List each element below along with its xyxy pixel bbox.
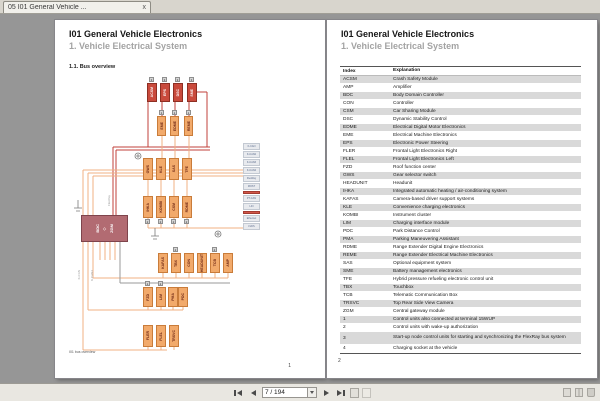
section-heading: 1.1. Bus overview <box>69 64 116 70</box>
page-subtitle: 1. Vehicle Electrical System <box>341 41 460 51</box>
table-row <box>340 260 581 268</box>
index-cell: KLE <box>343 205 353 210</box>
next-page-icon <box>324 390 329 396</box>
bus-line-label: FlexRay <box>107 195 111 207</box>
footnote-marker: 1 <box>187 110 190 115</box>
tab-title: 05 I01 General Vehicle ... <box>8 4 87 11</box>
bus-node <box>169 325 179 347</box>
index-cell: 1 <box>343 317 346 322</box>
table-row <box>340 300 581 308</box>
page-dropdown-button[interactable] <box>308 387 317 398</box>
footnote-marker: 2 <box>159 281 162 286</box>
bus-node-label: RDME <box>185 201 189 213</box>
table-header-row <box>340 67 581 76</box>
index-cell: FZD <box>343 165 353 170</box>
explanation-cell: Frontal Light Electronics Left <box>393 156 454 162</box>
bus-node-label: GWS <box>146 164 150 174</box>
bus-node-label: PDC <box>181 293 185 301</box>
bus-node <box>184 253 194 273</box>
explanation-cell: Hybrid pressure refueling electronic control unit <box>393 276 494 282</box>
explanation-cell: Telematic Communication Box <box>393 292 458 298</box>
legend-item: K-CAN4 <box>243 167 260 174</box>
page-navigation <box>232 386 371 399</box>
document-viewport[interactable] <box>0 14 600 383</box>
last-page-button[interactable] <box>335 387 347 398</box>
index-cell: 3 <box>343 335 346 341</box>
explanation-cell: Range Extender Digital Engine Electronics <box>393 244 484 250</box>
legend-item: LIN <box>243 203 260 210</box>
bus-node-label: KLE <box>159 165 163 173</box>
index-cell: FLEL <box>343 157 355 162</box>
explanation-cell: Frontal Light Electronics Right <box>393 148 457 154</box>
page-title: I01 General Vehicle Electronics <box>69 29 203 39</box>
explanation-cell: Instrument cluster <box>393 212 432 218</box>
bus-node-label: EME <box>159 122 164 130</box>
index-cell: PMA <box>343 237 354 242</box>
table-row <box>340 228 581 236</box>
table-row <box>340 204 581 212</box>
table-row <box>340 76 581 84</box>
bus-node-label: SME <box>190 88 194 97</box>
bus-node <box>156 158 166 180</box>
index-cell: SAS <box>343 261 353 266</box>
bus-node <box>170 116 179 136</box>
explanation-cell: Headunit <box>393 180 413 186</box>
page-title: I01 General Vehicle Electronics <box>341 29 475 39</box>
legend-item: K-CAN3 <box>243 159 260 166</box>
explanation-cell: Integrated automatic heating / air-conditioning system <box>393 188 507 194</box>
index-cell: GWS <box>343 173 355 178</box>
index-cell: 2 <box>343 325 346 330</box>
index-cell: TFE <box>343 277 353 282</box>
bus-node <box>143 287 153 307</box>
explanation-cell: Charging interface module <box>393 220 450 226</box>
tab-bar <box>0 0 600 14</box>
index-table <box>340 66 581 354</box>
gateway-node <box>81 215 128 242</box>
page-right <box>327 20 597 378</box>
page-number-input[interactable] <box>262 387 308 398</box>
explanation-cell: Dynamic Stability Control <box>393 116 447 122</box>
bus-node-label: LIM <box>159 293 163 301</box>
index-cell: EME <box>343 133 354 138</box>
index-cell: CON <box>343 101 354 106</box>
explanation-cell: Range Extender Electrical Machine Electronics <box>393 252 493 258</box>
footnote-marker: 1 <box>160 110 163 115</box>
footnote-marker: 2 <box>174 247 177 252</box>
bus-node <box>169 158 179 180</box>
table-row <box>340 164 581 172</box>
bus-node <box>182 196 192 218</box>
table-row <box>340 316 581 324</box>
explanation-cell: Battery management electronics <box>393 268 462 274</box>
footnote-marker: 3 <box>150 77 153 82</box>
bus-node <box>210 253 220 273</box>
bus-node-label: FLEL <box>159 331 163 341</box>
table-row <box>340 244 581 252</box>
next-page-button[interactable] <box>320 387 332 398</box>
bus-node-label: IHKA <box>146 202 150 212</box>
legend-item: K-CAN2 <box>243 151 260 158</box>
explanation-cell: Parking Maneuvering Assistant <box>393 236 459 242</box>
table-row <box>340 284 581 292</box>
index-cell: BDC <box>343 93 354 98</box>
bus-node-label: SAS <box>172 165 176 173</box>
legend-item: Ethernet <box>243 215 260 222</box>
legend-item: FlexRay <box>243 175 260 182</box>
explanation-cell: Control units also connected at terminal 15WUP <box>393 316 496 322</box>
bus-node <box>143 196 153 218</box>
bus-node <box>171 253 181 273</box>
bus-node-label: FLER <box>146 331 150 341</box>
index-cell: TCB <box>343 293 353 298</box>
table-row <box>340 140 581 148</box>
column-header: Index <box>343 68 356 74</box>
previous-page-button[interactable] <box>247 387 259 398</box>
table-row <box>340 132 581 140</box>
bus-node-label: TCB <box>213 259 217 267</box>
table-row <box>340 292 581 300</box>
bus-diagram <box>55 20 325 378</box>
table-row <box>340 156 581 164</box>
bus-node-label: CON <box>187 259 191 267</box>
table-row <box>340 324 581 332</box>
legend-item: PT-CAN <box>243 195 260 202</box>
footnote-marker: 1 <box>173 110 176 115</box>
index-cell: CSM <box>343 109 354 114</box>
bus-node <box>173 83 183 102</box>
bus-node <box>143 158 153 180</box>
column-header: Explanation <box>393 68 421 74</box>
explanation-cell: Crash Safety Module <box>393 76 438 82</box>
index-cell: ACSM <box>343 77 357 82</box>
copy-page-icon[interactable] <box>350 388 359 398</box>
bus-node <box>169 196 179 218</box>
bus-node <box>197 253 207 273</box>
explanation-cell: Start-up node control units for starting and synchronizing the FlexRay bus system <box>393 335 566 341</box>
single-page-view-icon[interactable] <box>563 388 571 397</box>
explanation-cell: Body Domain Controller <box>393 92 444 98</box>
index-cell: EPS <box>343 141 353 146</box>
table-row <box>340 92 581 100</box>
legend-item: MOST <box>243 183 260 190</box>
bus-node-label: REME <box>186 120 191 132</box>
explanation-cell: Electrical Digital Motor Electronics <box>393 124 466 130</box>
last-page-icon <box>343 390 345 396</box>
bus-node-label: PMA <box>171 293 175 301</box>
table-row <box>340 345 581 353</box>
index-cell: EDME <box>343 125 357 130</box>
legend-item: K-CAN <box>243 143 260 150</box>
table-row <box>340 308 581 316</box>
page-subtitle: 1. Vehicle Electrical System <box>69 41 188 51</box>
bus-node <box>168 287 178 307</box>
index-cell: REME <box>343 253 357 258</box>
diamond-icon: ◇ <box>102 226 107 231</box>
book-view-icon[interactable] <box>587 388 595 397</box>
table-row <box>340 108 581 116</box>
bus-node <box>156 287 166 307</box>
table-row <box>340 124 581 132</box>
table-row <box>340 172 581 180</box>
table-row <box>340 196 581 204</box>
table-row <box>340 188 581 196</box>
legend-item: LVDS <box>243 223 260 230</box>
page-input-group <box>262 387 317 398</box>
explanation-cell: Electrical Machine Electronics <box>393 132 457 138</box>
index-cell: ZGM <box>343 309 354 314</box>
bus-node <box>156 325 166 347</box>
index-cell: 4 <box>343 346 346 351</box>
previous-page-icon <box>251 390 256 396</box>
explanation-cell: Central gateway module <box>393 308 445 314</box>
explanation-cell: Electronic Power Steering <box>393 140 449 146</box>
legend-separator <box>243 211 260 214</box>
table-row <box>340 100 581 108</box>
page-number: 1 <box>288 363 291 369</box>
legend-separator <box>243 191 260 194</box>
explanation-cell: Camera-based driver support systems <box>393 196 475 202</box>
table-row <box>340 332 581 345</box>
table-row <box>340 276 581 284</box>
bus-node-label: ACSM <box>150 87 154 98</box>
bus-node <box>187 83 197 102</box>
explanation-cell: Park Distance Control <box>393 228 440 234</box>
index-cell: IHKA <box>343 189 355 194</box>
snapshot-icon[interactable] <box>362 388 371 398</box>
index-cell: SME <box>343 269 354 274</box>
bus-node-label: KAFAS <box>161 257 165 269</box>
table-row <box>340 212 581 220</box>
bus-node <box>223 253 233 273</box>
footnote-marker: 3 <box>163 77 166 82</box>
index-cell: KAFAS <box>343 197 359 202</box>
index-cell: PDC <box>343 229 354 234</box>
bus-node <box>178 287 188 307</box>
footnote-marker: 2 <box>146 219 149 224</box>
table-row <box>340 268 581 276</box>
explanation-cell: Car Sharing Module <box>393 108 436 114</box>
bus-node <box>147 83 157 102</box>
bus-node <box>143 325 153 347</box>
bus-node-label: EPS <box>163 88 167 96</box>
first-page-icon <box>234 390 236 396</box>
index-cell: RDME <box>343 245 358 250</box>
bus-line-label: K-CAN2 <box>90 270 94 282</box>
footnote-marker: 2 <box>159 219 162 224</box>
table-row <box>340 116 581 124</box>
footnote-marker: 2 <box>185 219 188 224</box>
index-cell: AMP <box>343 85 354 90</box>
footnote-marker: 2 <box>172 219 175 224</box>
table-row <box>340 220 581 228</box>
chevron-down-icon <box>310 391 314 394</box>
page-number: 2 <box>338 358 341 364</box>
explanation-cell: Touchbox <box>393 284 414 290</box>
index-cell: TBX <box>343 285 353 290</box>
bus-node-label: TBX <box>174 259 178 267</box>
bus-line-label: K-CAN <box>77 270 81 280</box>
bus-node <box>156 196 166 218</box>
explanation-cell: Optional equipment system <box>393 260 452 266</box>
table-row <box>340 180 581 188</box>
first-page-button[interactable] <box>232 387 244 398</box>
bus-node-label: TFE <box>185 165 189 173</box>
page-left <box>55 20 325 378</box>
explanation-cell: Roof function center <box>393 164 436 170</box>
bus-node-label: KOMBI <box>159 201 163 213</box>
bus-node-label: TRSVC <box>172 330 176 342</box>
gateway-label: ZGM <box>109 224 115 233</box>
explanation-cell: Top Rear Side View Camera <box>393 300 454 306</box>
footnote-marker: 3 <box>176 77 179 82</box>
bottom-toolbar <box>0 383 600 401</box>
view-mode-buttons <box>563 388 595 397</box>
tab-close-icon[interactable]: x <box>142 4 146 11</box>
bus-node-label: HEADUNIT <box>200 253 204 273</box>
bus-node-label: FZD <box>146 293 150 301</box>
footnote-marker: 2 <box>213 247 216 252</box>
gateway-label: BDC <box>94 224 100 233</box>
explanation-cell: Charging socket at the vehicle <box>393 345 458 351</box>
explanation-cell: Controller <box>393 100 414 106</box>
facing-pages-view-icon[interactable] <box>575 388 583 397</box>
bus-node-label: AMP <box>226 259 230 267</box>
explanation-cell: Amplifier <box>393 84 412 90</box>
bus-node <box>158 253 168 273</box>
bus-node-label: DSC <box>176 88 180 97</box>
footnote-marker: 3 <box>190 77 193 82</box>
footnote-marker: 1 <box>146 281 149 286</box>
bus-node <box>160 83 170 102</box>
index-cell: TRSVC <box>343 301 360 306</box>
explanation-cell: Control units with wake-up authorization <box>393 324 479 330</box>
explanation-cell: Gear selector switch <box>393 172 437 178</box>
index-cell: KOMBI <box>343 213 359 218</box>
explanation-cell: Convenience charging electronics <box>393 204 465 210</box>
table-row <box>340 252 581 260</box>
bus-node-label: CSM <box>172 203 176 211</box>
figure-caption: I01 bus overview <box>69 350 96 354</box>
document-tab[interactable] <box>3 1 151 13</box>
index-cell: LIM <box>343 221 351 226</box>
table-row <box>340 84 581 92</box>
table-row <box>340 236 581 244</box>
index-cell: DSC <box>343 117 354 122</box>
index-cell: FLER <box>343 149 356 154</box>
index-cell: HEADUNIT <box>343 181 368 186</box>
bus-node <box>157 116 166 136</box>
bus-node-label: EDME <box>172 120 177 132</box>
table-row <box>340 148 581 156</box>
bus-node <box>182 158 192 180</box>
bus-node <box>184 116 193 136</box>
